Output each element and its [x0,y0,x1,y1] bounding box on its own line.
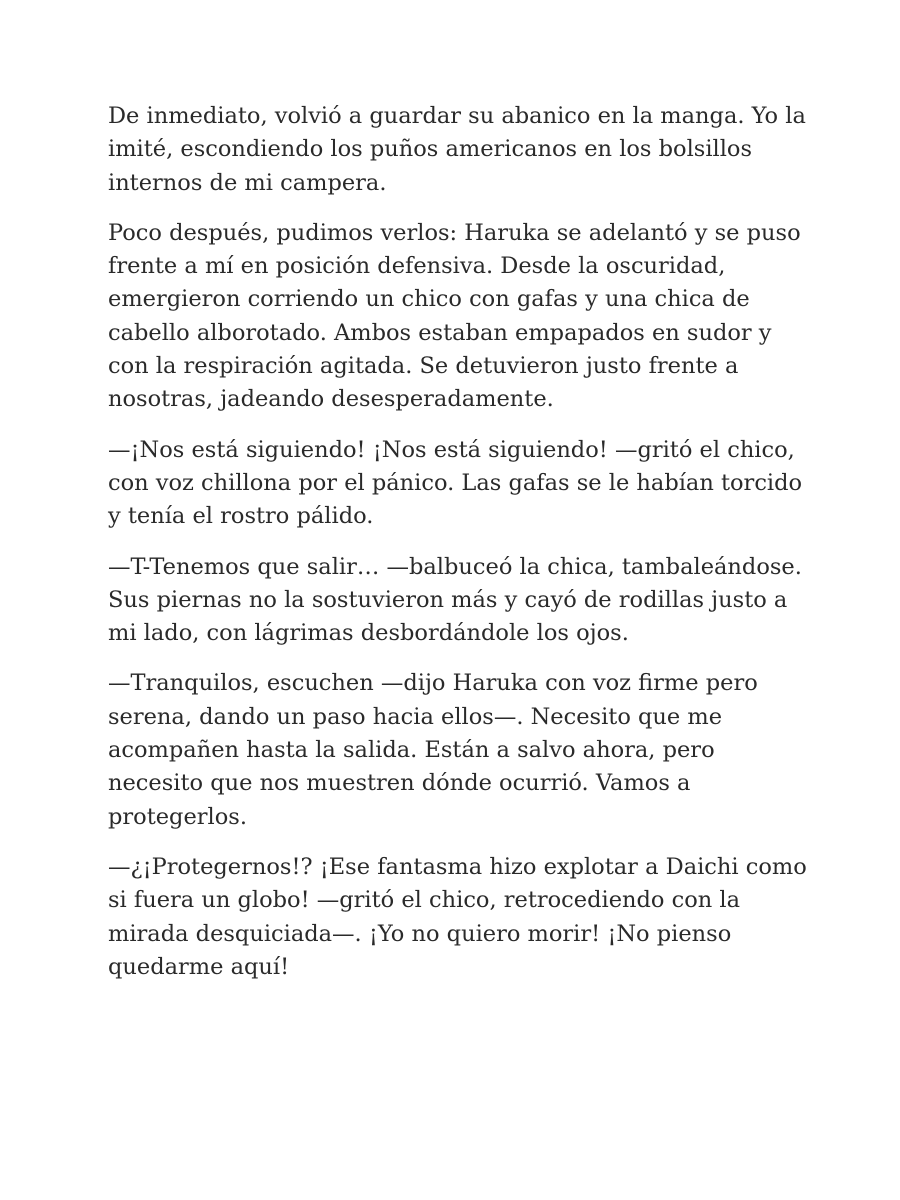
paragraph-3 [108,434,803,534]
document-body [108,100,807,1001]
text-line: con voz chillona por el pánico. Las gafas se le habían torcido [108,469,803,496]
text-line: mi lado, con lágrimas desbordándole los ojos. [108,620,629,647]
text-line: Poco después, pudimos verlos: Haruka se adelantó y se puso [108,219,801,246]
text-line: si fuera un globo! —gritó el chico, retrocediendo con la [108,887,741,914]
text-line: frente a mí en posición defensiva. Desde la oscuridad, [108,253,726,280]
text-line: emergieron corriendo un chico con gafas y una chica de [108,286,750,313]
paragraph-1 [108,100,806,200]
text-line: acompañen hasta la salida. Están a salvo ahora, pero [108,737,715,764]
text-line: y tenía el rostro pálido. [108,503,374,530]
text-line: Sus piernas no la sostuvieron más y cayó de rodillas justo a [108,586,788,613]
text-line: internos de mi campera. [108,169,387,196]
text-line: —¡Nos está siguiendo! ¡Nos está siguiendo! —gritó el chico, [108,436,795,463]
paragraph-2 [108,217,801,417]
paragraph-5 [108,667,788,833]
text-line: cabello alborotado. Ambos estaban empapados en sudor y [108,319,772,346]
text-line: quedarme aquí! [108,953,290,980]
text-line: mirada desquiciada—. ¡Yo no quiero morir! ¡No pienso [108,920,732,947]
text-line: —¿¡Protegernos!? ¡Ese fantasma hizo explotar a Daichi como [108,853,807,880]
paragraph-4 [108,551,802,651]
text-line: serena, dando un paso hacia ellos—. Necesito que me [108,703,723,730]
text-line: De inmediato, volvió a guardar su abanico en la manga. Yo la [108,103,806,129]
text-line: —Tranquilos, escuchen —dijo Haruka con voz firme pero [108,670,758,697]
paragraph-6 [108,851,807,984]
text-line: protegerlos. [108,803,247,830]
text-line: imité, escondiendo los puños americanos en los bolsillos [108,136,753,163]
text-line: necesito que nos muestren dónde ocurrió. Vamos a [108,770,691,797]
text-line: nosotras, jadeando desesperadamente. [108,386,554,413]
text-line: —T-Tenemos que salir… —balbuceó la chica, tambaleándose. [108,553,802,580]
text-line: con la respiración agitada. Se detuvieron justo frente a [108,353,739,380]
